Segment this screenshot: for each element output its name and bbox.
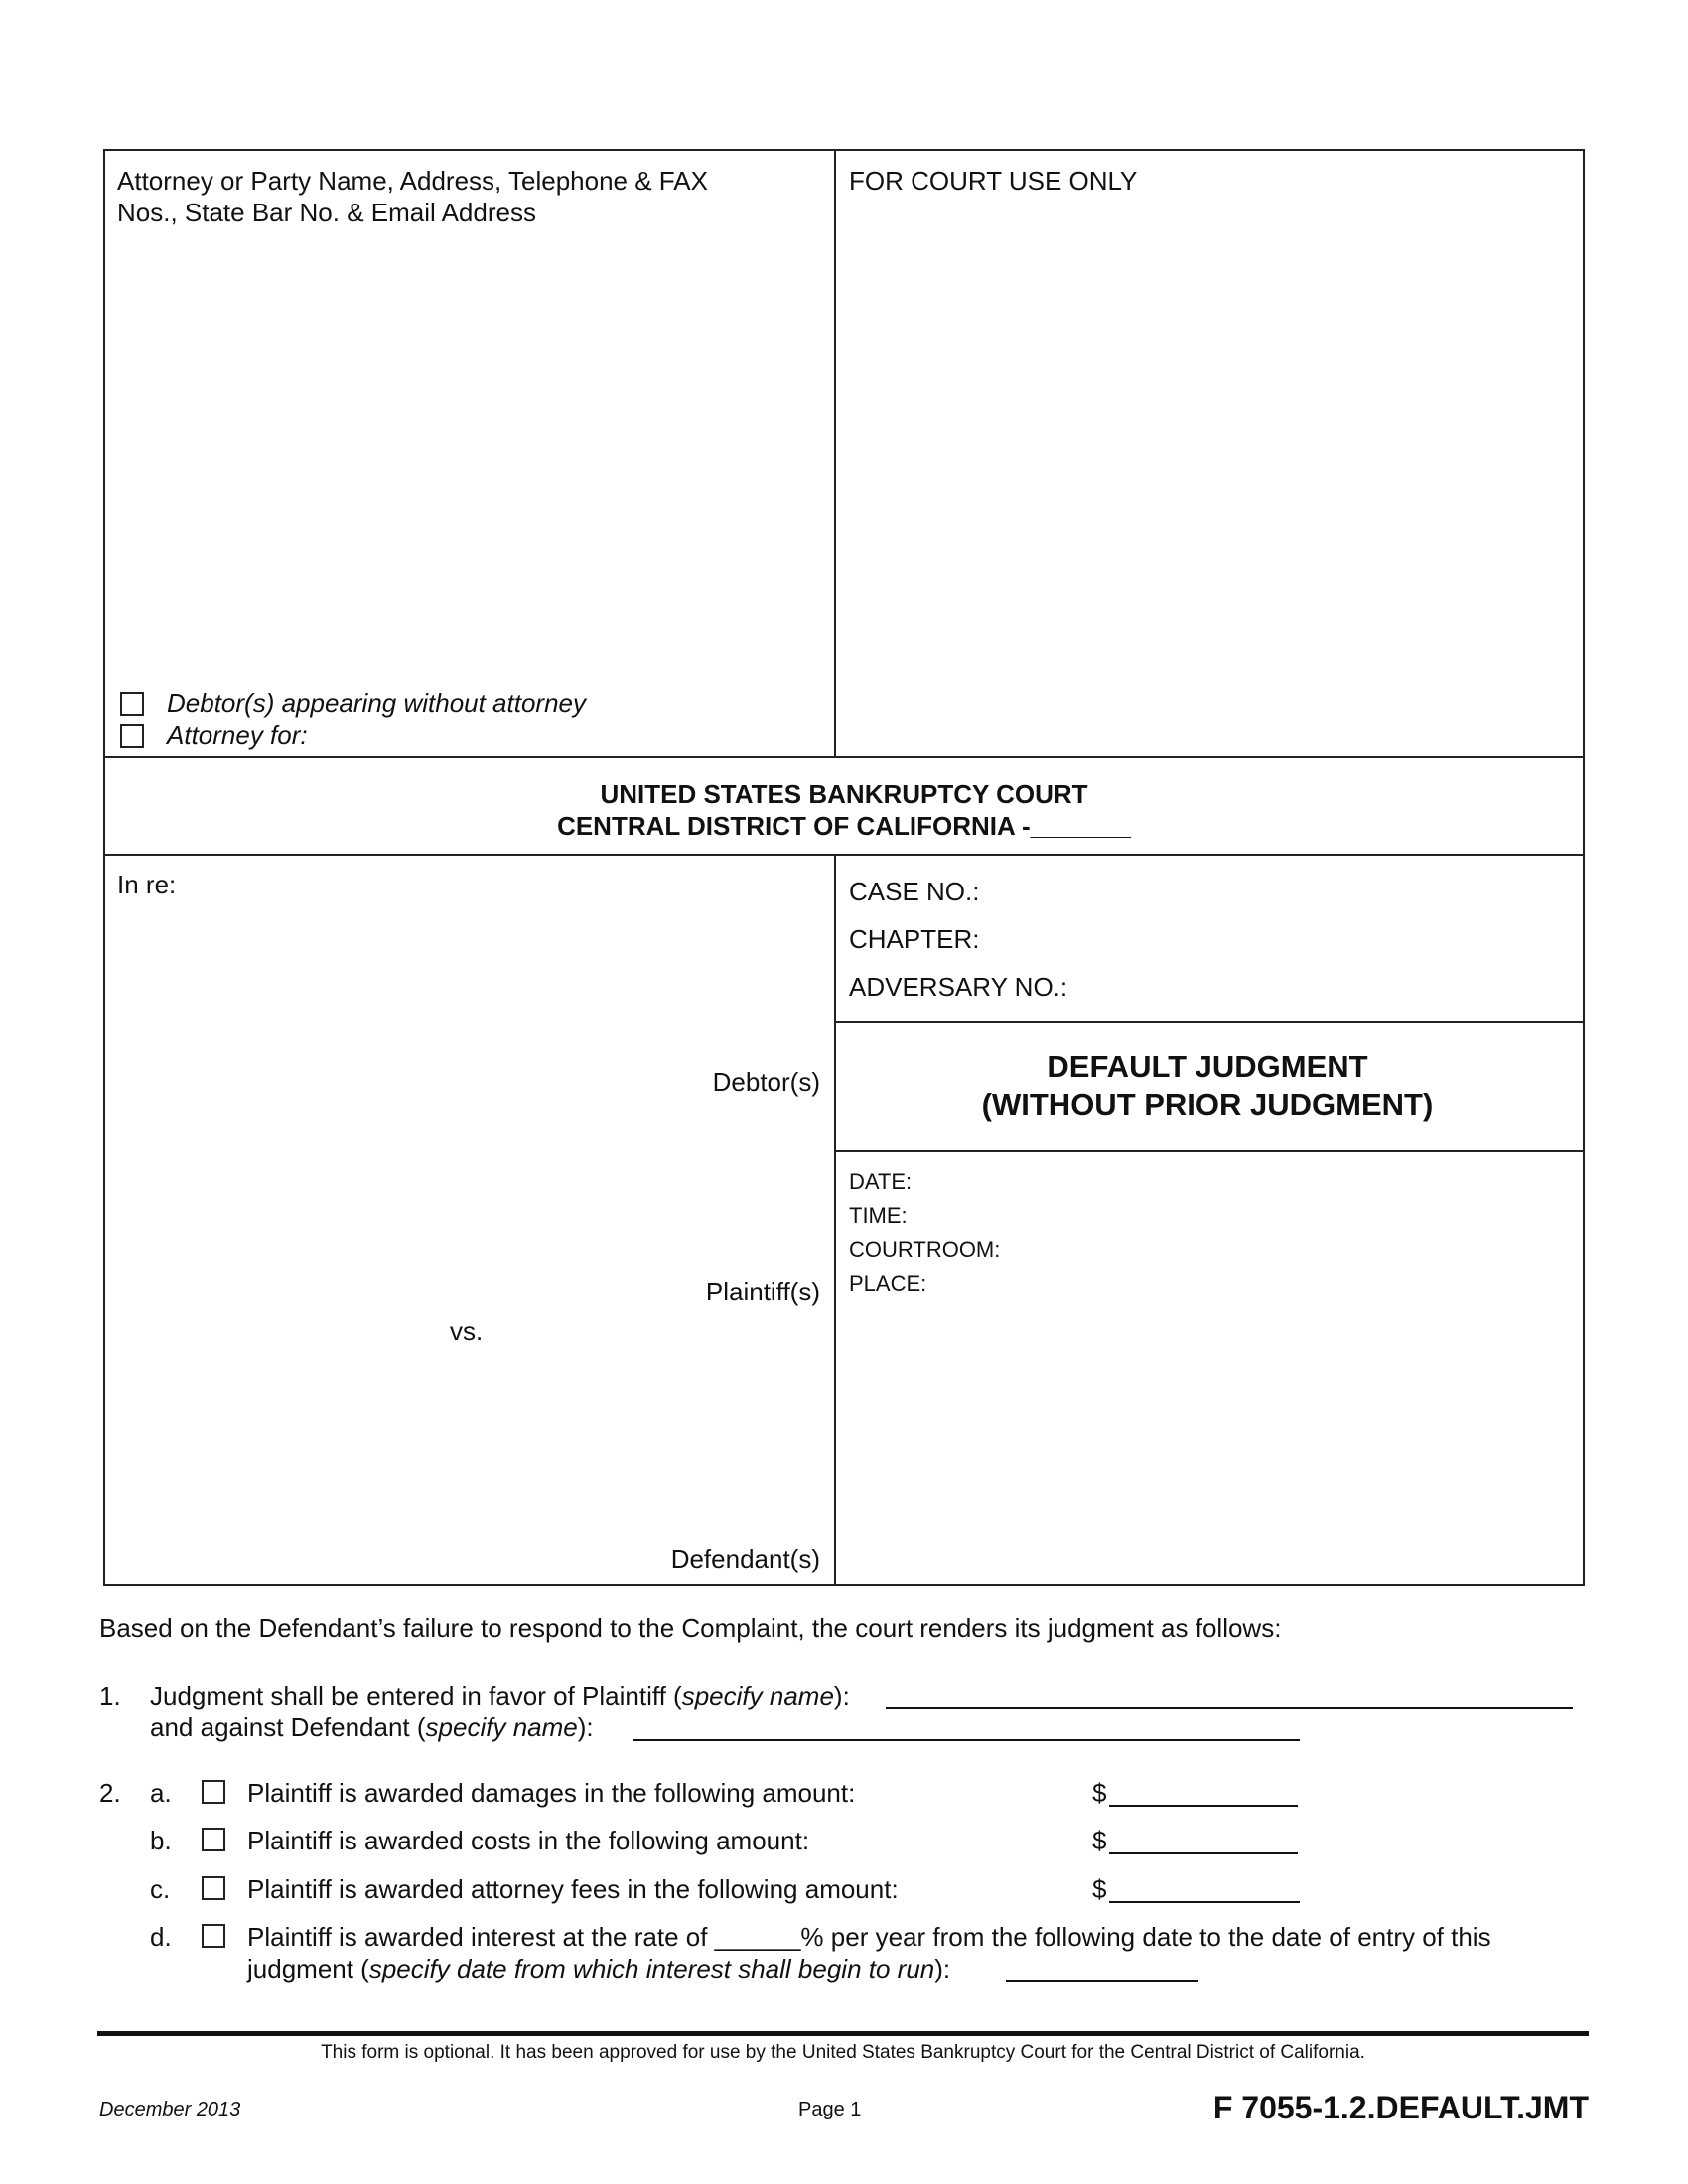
hearing-date-label: DATE: — [849, 1169, 913, 1194]
attorney-label-line1: Attorney or Party Name, Address, Telephone & FAX — [117, 166, 708, 196]
item-1-line2-end: ): — [577, 1712, 594, 1742]
item-2a-text: Plaintiff is awarded damages in the following amount: — [247, 1778, 856, 1808]
judgment-intro: Based on the Defendant’s failure to respond to the Complaint, the court renders its judgment as follows: — [99, 1613, 1282, 1643]
item-2c-letter: c. — [150, 1874, 171, 1904]
item-2d-letter: d. — [150, 1922, 172, 1952]
item-2a-letter: a. — [150, 1778, 172, 1808]
damages-checkbox[interactable] — [202, 1780, 225, 1804]
case-info-rule — [834, 1021, 1583, 1023]
vs-label: vs. — [450, 1316, 484, 1346]
court-header-top-rule — [105, 756, 1583, 758]
debtor-without-attorney-label: Debtor(s) appearing without attorney — [167, 688, 587, 718]
case-no-label: CASE NO.: — [849, 877, 980, 906]
form-id: F 7055-1.2.DEFAULT.JMT — [1212, 2090, 1589, 2125]
footer-notice: This form is optional. It has been approved for use by the United States Bankruptcy Court for the Central District of California. — [321, 2042, 1365, 2063]
item-1-line1-text: Judgment shall be entered in favor of Plaintiff ( — [150, 1681, 682, 1710]
hearing-courtroom-label: COURTROOM: — [849, 1237, 1001, 1262]
adversary-no-label: ADVERSARY NO.: — [849, 972, 1068, 1002]
item-2c-text: Plaintiff is awarded attorney fees in the following amount: — [247, 1874, 899, 1904]
attorney-fees-checkbox[interactable] — [202, 1876, 225, 1900]
item-1-line2-spec: specify name — [425, 1712, 578, 1742]
interest-checkbox[interactable] — [202, 1924, 225, 1948]
costs-dollar-sign: $ — [1092, 1826, 1107, 1855]
in-re-label: In re: — [117, 870, 177, 899]
item-2d-line2-text: judgment ( — [247, 1954, 369, 1983]
item-2b-text: Plaintiff is awarded costs in the following amount: — [247, 1826, 810, 1855]
caption-box — [103, 149, 1585, 1586]
item-1-line1 — [150, 1680, 850, 1711]
hearing-place-label: PLACE: — [849, 1271, 927, 1296]
court-name: UNITED STATES BANKRUPTCY COURT — [600, 779, 1088, 809]
attorney-for-label: Attorney for: — [167, 720, 308, 750]
hearing-time-label: TIME: — [849, 1203, 908, 1228]
defendant-label: Defendant(s) — [670, 1544, 820, 1573]
document-title-line2: (WITHOUT PRIOR JUDGMENT) — [981, 1087, 1434, 1122]
item-1-line1-spec: specify name — [681, 1681, 834, 1710]
page-number: Page 1 — [798, 2099, 862, 2120]
item-1-line2 — [150, 1711, 594, 1743]
costs-amount-field[interactable] — [1109, 1852, 1298, 1854]
item-2d-line2-spec: specify date from which interest shall begin to run — [368, 1954, 935, 1983]
defendant-name-field[interactable] — [633, 1739, 1300, 1741]
title-rule — [834, 1150, 1583, 1152]
chapter-label: CHAPTER: — [849, 924, 980, 954]
item-1-number: 1. — [99, 1681, 121, 1710]
document-title-line1: DEFAULT JUDGMENT — [1047, 1049, 1368, 1084]
plaintiff-name-field[interactable] — [886, 1707, 1573, 1709]
court-district: CENTRAL DISTRICT OF CALIFORNIA -_______ — [557, 811, 1131, 841]
item-2d-line2 — [247, 1953, 950, 1984]
item-1-line2-text: and against Defendant ( — [150, 1712, 426, 1742]
item-2d-line1: Plaintiff is awarded interest at the rate of ______% per year from the following date to the date of entry of this — [247, 1922, 1491, 1952]
item-2-number: 2. — [99, 1778, 121, 1808]
item-1-line1-end: ): — [833, 1681, 850, 1710]
item-2d-line2-end: ): — [934, 1954, 951, 1983]
item-2b-letter: b. — [150, 1826, 172, 1855]
debtor-without-attorney-checkbox[interactable] — [120, 692, 144, 716]
costs-checkbox[interactable] — [202, 1828, 225, 1851]
damages-dollar-sign: $ — [1092, 1778, 1107, 1808]
attorney-label-line2: Nos., State Bar No. & Email Address — [117, 198, 536, 227]
attorney-for-checkbox[interactable] — [120, 724, 144, 748]
footer-date: December 2013 — [99, 2099, 241, 2120]
attorney-court-divider — [834, 151, 836, 756]
debtor-label: Debtor(s) — [712, 1067, 820, 1097]
damages-amount-field[interactable] — [1109, 1805, 1298, 1807]
parties-divider — [834, 854, 836, 1584]
plaintiff-label: Plaintiff(s) — [705, 1277, 820, 1306]
attorney-fees-amount-field[interactable] — [1109, 1901, 1300, 1903]
interest-start-date-field[interactable] — [1006, 1980, 1198, 1982]
court-use-only-label: FOR COURT USE ONLY — [849, 166, 1138, 196]
court-header-bottom-rule — [105, 854, 1583, 856]
footer-rule — [97, 2031, 1589, 2036]
attorney-fees-dollar-sign: $ — [1092, 1874, 1107, 1904]
